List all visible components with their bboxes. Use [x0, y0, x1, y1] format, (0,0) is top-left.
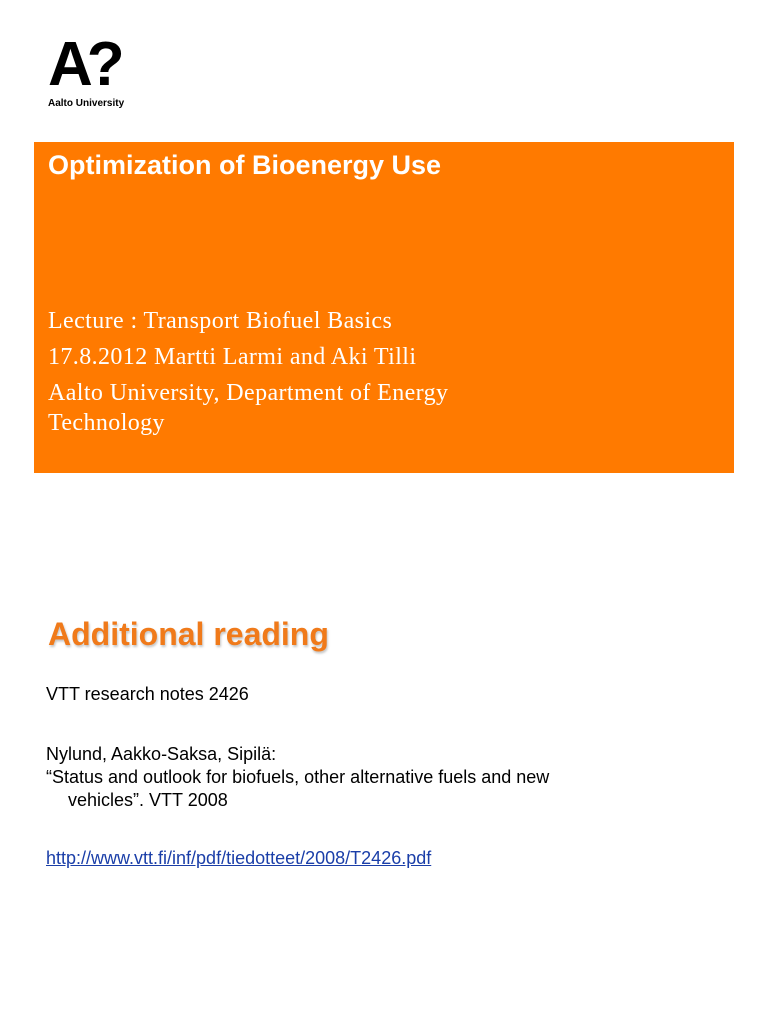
citation-block	[46, 743, 549, 812]
research-notes-text: VTT research notes 2426	[46, 684, 249, 704]
lecture-info	[48, 306, 708, 438]
citation-authors: Nylund, Aakko-Saksa, Sipilä:	[46, 744, 277, 764]
citation-title-line: “Status and outlook for biofuels, other alternative fuels and new	[46, 767, 550, 787]
logo-text: Aalto University	[48, 98, 125, 109]
department-line-continued: Technology	[48, 410, 165, 436]
page-title: Optimization of Bioenergy Use	[48, 150, 442, 180]
date-authors-line: 17.8.2012 Martti Larmi and Aki Tilli	[48, 344, 417, 370]
additional-reading-heading: Additional reading	[48, 616, 329, 652]
logo-mark: A?	[48, 30, 119, 99]
citation-title-line-continued: vehicles”. VTT 2008	[68, 790, 228, 810]
aalto-logo	[28, 20, 174, 136]
department-line: Aalto University, Department of Energy	[48, 380, 449, 406]
title-panel	[34, 142, 734, 473]
lecture-line: Lecture : Transport Biofuel Basics	[48, 308, 393, 334]
report-link[interactable]: http://www.vtt.fi/inf/pdf/tiedotteet/2008/T2426.pdf	[46, 848, 432, 868]
